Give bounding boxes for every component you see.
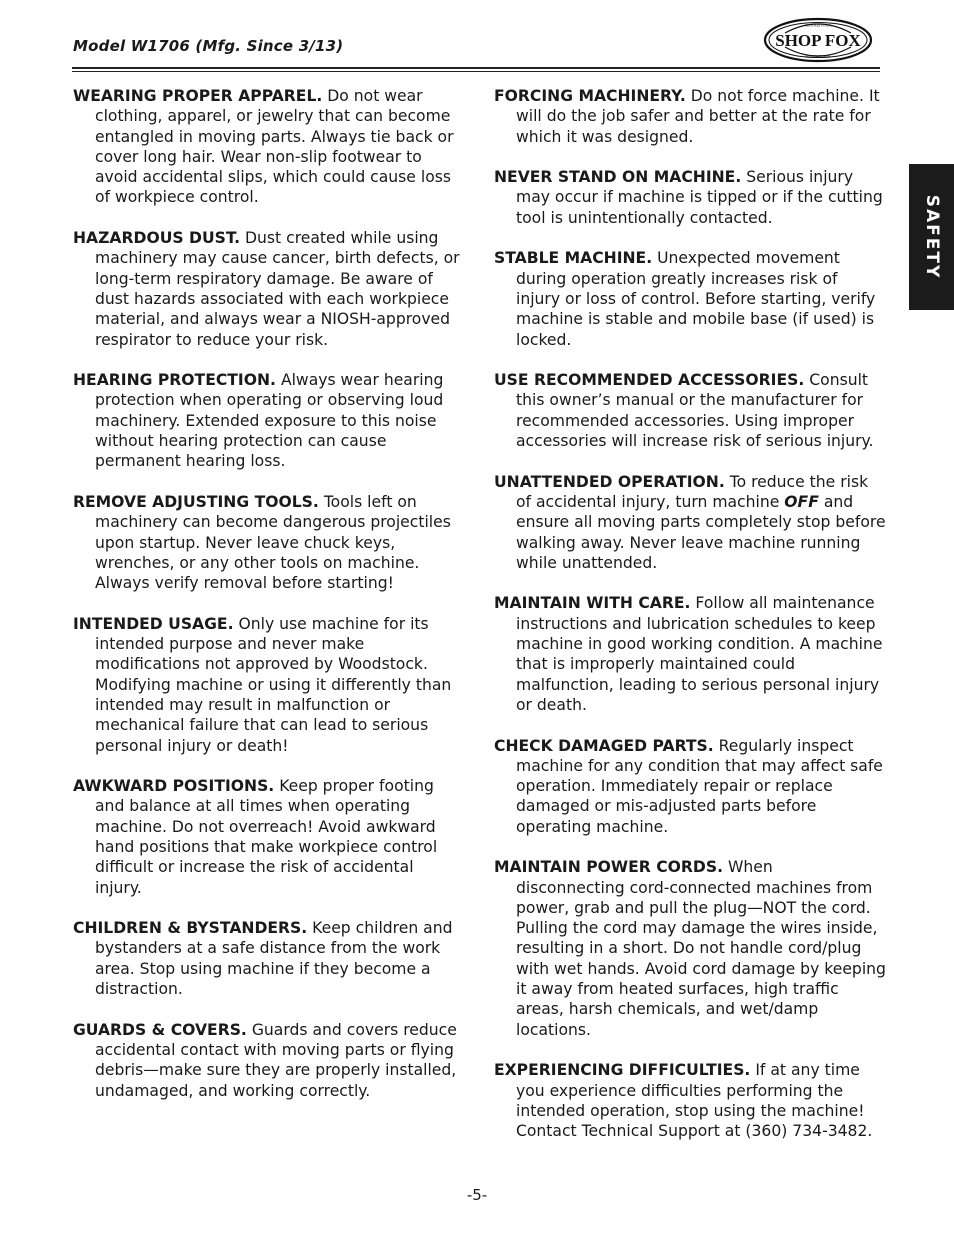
header-rule-thin [72,71,880,72]
safety-item [73,228,465,350]
item-body: Dust created while using machinery may cause cancer, birth defects, or long-term respiratory damage. Be aware of dust hazards associated with each workpiece material, and always wear a NIOSH-approved respirator to reduce your risk. [95,229,460,349]
safety-item [494,167,886,228]
item-heading: REMOVE ADJUSTING TOOLS. [73,492,319,511]
svg-text:INTERNATIONAL: INTERNATIONAL [805,54,831,59]
shop-fox-logo [763,17,873,63]
item-heading: EXPERIENCING DIFFICULTIES. [494,1061,751,1080]
safety-item [73,1020,465,1101]
item-body: Only use machine for its intended purpose and never make modifications not approved by Woodstock. Modifying machine or using it differently than intended may result in malfunction or mechanical failure that can lead to serious personal injury or death! [95,614,452,755]
item-body: If at any time you experience difficulties performing the intended operation, stop using the machine! Contact Technical Support at (360) 734-3482. [516,1061,873,1141]
item-body: Keep children and bystanders at a safe distance from the work area. Stop using machine if they become a distraction. [95,919,453,999]
item-body: Consult this owner’s manual or the manufacturer for recommended accessories. Using improper accessories will increase risk of serious injury. [516,371,874,451]
safety-item [73,614,465,756]
item-heading: CHILDREN & BYSTANDERS. [73,919,308,938]
item-heading: HAZARDOUS DUST. [73,229,241,248]
item-body: Regularly inspect machine for any condition that may affect safe operation. Immediately repair or replace damaged or mis-adjusted parts before operating machine. [516,736,883,836]
item-heading: GUARDS & COVERS. [73,1020,247,1039]
item-heading: CHECK DAMAGED PARTS. [494,736,714,755]
safety-item [73,492,465,593]
safety-item [494,857,886,1040]
safety-item [494,1060,886,1141]
item-body: Serious injury may occur if machine is tipped or if the cutting tool is unintentionally contacted. [516,168,883,227]
safety-item [73,776,465,898]
item-body: Unexpected movement during operation greatly increases risk of injury or loss of control. Before starting, verify machine is stable and mobile base (if used) is locked. [516,249,876,349]
item-body: Keep proper footing and balance at all times when operating machine. Do not overreach! Avoid awkward hand positions that make workpiece control difficult or increase the risk of accidental injury. [95,777,438,897]
item-body: and ensure all moving parts completely stop before walking away. Never leave machine running while unattended. [516,492,886,572]
item-heading: INTENDED USAGE. [73,614,234,633]
item-heading: WEARING PROPER APPAREL. [73,87,323,105]
header-rule-thick [72,67,880,69]
off-emphasis: OFF [784,492,819,511]
safety-item [494,593,886,715]
safety-item [494,370,886,451]
item-body: To reduce the risk of accidental injury, turn machine [516,472,869,511]
safety-item [73,370,465,471]
right-column [494,86,886,1162]
safety-tab-label: SAFETY [921,194,942,280]
safety-item [73,918,465,999]
safety-item [73,86,465,208]
item-body: Do not wear clothing, apparel, or jewelry that can become entangled in moving parts. Always tie back or cover long hair. Wear non-slip footwear to avoid accidental slips, which could cause loss of workpiece control. [95,87,454,207]
page-number: -5- [466,1186,488,1204]
item-heading: USE RECOMMENDED ACCESSORIES. [494,371,805,390]
item-heading: AWKWARD POSITIONS. [73,777,275,796]
safety-section-tab [909,164,954,310]
left-column [73,86,465,1121]
item-body: Always wear hearing protection when operating or observing loud machinery. Extended exposure to this noise without hearing protection can cause permanent hearing loss. [95,371,444,471]
item-heading: STABLE MACHINE. [494,249,653,268]
item-heading: MAINTAIN WITH CARE. [494,594,691,613]
svg-text:SHOP FOX: SHOP FOX [775,31,861,50]
safety-item [494,248,886,349]
safety-item [494,472,886,573]
item-heading: UNATTENDED OPERATION. [494,472,725,491]
svg-text:WOODSTOCK: WOODSTOCK [805,22,831,28]
safety-item [494,736,886,837]
item-body: Follow all maintenance instructions and lubrication schedules to keep machine in good working condition. A machine that is improperly maintained could malfunction, leading to serious personal injury or death. [516,594,883,714]
item-heading: MAINTAIN POWER CORDS. [494,858,723,877]
item-body: When disconnecting cord-connected machines from power, grab and pull the plug—NOT the cord. Pulling the cord may damage the wires inside, resulting in a short. Do not handle cord/plug with wet hands. Avoid cord damage by keeping it away from heated surfaces, high traffic areas, harsh chemicals, and wet/damp locations. [516,858,886,1039]
item-body: Tools left on machinery can become dangerous projectiles upon startup. Never leave chuck keys, wrenches, or any other tools on machine. Always verify removal before starting! [95,492,451,593]
item-heading: FORCING MACHINERY. [494,87,686,105]
safety-item [494,86,886,147]
item-body: Do not force machine. It will do the job safer and better at the rate for which it was designed. [516,87,880,146]
page-header-title: Model W1706 (Mfg. Since 3/13) [73,37,344,55]
item-heading: NEVER STAND ON MACHINE. [494,168,742,187]
item-body: Guards and covers reduce accidental contact with moving parts or flying debris—make sure they are properly installed, undamaged, and working correctly. [95,1020,457,1100]
item-heading: HEARING PROTECTION. [73,371,276,390]
